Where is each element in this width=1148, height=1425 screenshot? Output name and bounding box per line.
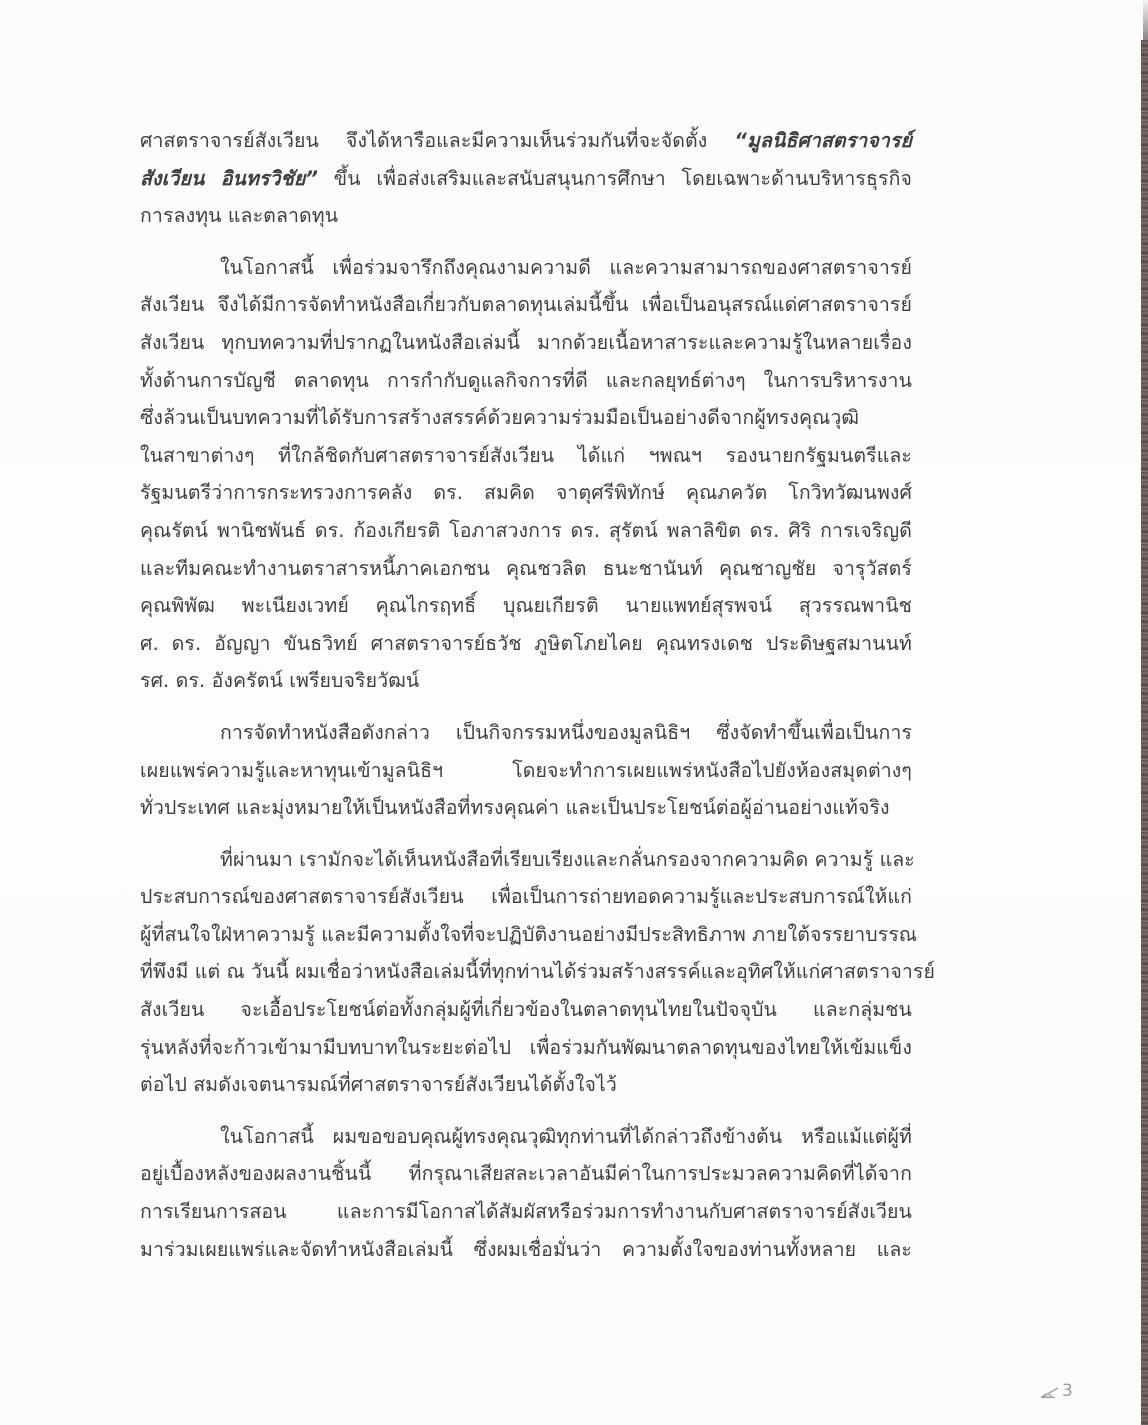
paragraph bbox=[140, 714, 912, 827]
text-segment: ในโอกาสนี้ ผมขอขอบคุณผู้ทรงคุณวุฒิทุกท่านที่ได้กล่าวถึงข้างต้น หรือแม้แต่ผู้ที่ bbox=[220, 1124, 912, 1148]
text-segment: และทีมคณะทำงานตราสารหนี้ภาคเอกชน คุณชวลิต ธนะชานันท์ คุณชาญชัย จารุวัสตร์ bbox=[140, 556, 912, 580]
text-line bbox=[140, 625, 912, 663]
text-segment: สังเวียน จะเอื้อประโยชน์ต่อทั้งกลุ่มผู้ที่เกี่ยวข้องในตลาดทุนไทยในปัจจุบัน และกลุ่มชน bbox=[140, 998, 912, 1022]
text-segment: อยู่เบื้องหลังของผลงานชิ้นนี้ ที่กรุณาเสียสละเวลาอันมีค่าในการประมวลความคิดที่ได้จาก bbox=[140, 1162, 912, 1186]
text-line bbox=[140, 362, 912, 400]
paragraph bbox=[140, 841, 936, 1104]
text-segment: รุ่นหลังที่จะก้าวเข้ามามีบทบาทในระยะต่อไป เพื่อร่วมกันพัฒนาตลาดทุนของไทยให้เข้มแข็ง bbox=[140, 1035, 912, 1059]
text-line bbox=[140, 878, 912, 916]
text-line bbox=[140, 752, 912, 790]
text-line bbox=[140, 789, 912, 827]
text-segment: รศ. ดร. อังครัตน์ เพรียบจริยวัฒน์ bbox=[140, 669, 420, 693]
text-line bbox=[140, 122, 912, 160]
text-segment: ทั้งด้านการบัญชี ตลาดทุน การกำกับดูแลกิจการที่ดี และกลยุทธ์ต่างๆ ในการบริหารงาน bbox=[140, 368, 912, 392]
text-segment: คุณพิพัฒ พะเนียงเวทย์ คุณไกรฤทธิ์ บุณยเกียรติ นายแพทย์สุรพจน์ สุวรรณพานิช bbox=[140, 594, 912, 618]
text-line bbox=[140, 512, 912, 550]
book-spine-edge bbox=[1141, 40, 1148, 1425]
text-line bbox=[140, 474, 912, 512]
text-segment: คุณรัตน์ พานิชพันธ์ ดร. ก้องเกียรติ โอภาสวงการ ดร. สุรัตน์ พลาลิขิต ดร. ศิริ การเจริญดี bbox=[140, 518, 912, 542]
text-line bbox=[140, 437, 912, 475]
text-segment: ต่อไป สมดังเจตนารมณ์ที่ศาสตราจารย์สังเวียนได้ตั้งใจไว้ bbox=[140, 1073, 617, 1097]
text-segment: การเรียนการสอน และการมีโอกาสได้สัมผัสหรือร่วมการทำงานกับศาสตราจารย์สังเวียน bbox=[140, 1200, 912, 1224]
foundation-name-emphasis: สังเวียน อินทรวิชัย” bbox=[140, 166, 319, 190]
text-segment: ประสบการณ์ของศาสตราจารย์สังเวียน เพื่อเป็นการถ่ายทอดความรู้และประสบการณ์ให้แก่ bbox=[140, 885, 912, 909]
page-number-text: 3 bbox=[1062, 1381, 1073, 1401]
text-line bbox=[140, 587, 912, 625]
text-line bbox=[140, 197, 912, 235]
text-line bbox=[140, 399, 912, 437]
text-segment: ซึ่งล้วนเป็นบทความที่ได้รับการสร้างสรรค์ด้วยความร่วมมือเป็นอย่างดีจากผู้ทรงคุณวุฒิ bbox=[140, 406, 860, 430]
text-line bbox=[140, 286, 912, 324]
text-line bbox=[140, 1155, 912, 1193]
text-segment: มาร่วมเผยแพร่และจัดทำหนังสือเล่มนี้ ซึ่งผมเชื่อมั่นว่า ความตั้งใจของท่านทั้งหลาย และ bbox=[140, 1237, 912, 1261]
text-line bbox=[140, 1118, 912, 1156]
text-segment: การลงทุน และตลาดทุน bbox=[140, 204, 339, 228]
text-segment: ที่ผ่านมา เรามักจะได้เห็นหนังสือที่เรียบเรียงและกลั่นกรองจากความคิด ความรู้ และ bbox=[220, 847, 915, 871]
document-body bbox=[140, 122, 936, 1282]
text-line bbox=[140, 916, 918, 954]
pen-icon bbox=[1040, 1384, 1060, 1398]
text-line bbox=[140, 1066, 912, 1104]
text-segment: ในโอกาสนี้ เพื่อร่วมจารึกถึงคุณงามความดี และความสามารถของศาสตราจารย์ bbox=[220, 255, 912, 279]
text-segment: ที่พึงมี แต่ ณ วันนี้ ผมเชื่อว่าหนังสือเล่มนี้ที่ทุกท่านได้ร่วมสร้างสรรค์และอุทิศให้แก่ศาสตราจารย์ bbox=[140, 960, 936, 984]
book-spine-edge-top bbox=[1143, 0, 1148, 40]
text-segment: สังเวียน ทุกบทความที่ปรากฏในหนังสือเล่มนี้ มากด้วยเนื้อหาสาระและความรู้ในหลายเรื่อง bbox=[140, 330, 912, 354]
page-number bbox=[1040, 1381, 1073, 1401]
text-line bbox=[140, 550, 912, 588]
text-segment: ผู้ที่สนใจใฝ่หาความรู้ และมีความตั้งใจที่จะปฏิบัติงานอย่างมีประสิทธิภาพ ภายใต้จรรยาบรรณ bbox=[140, 922, 918, 946]
foundation-name-emphasis: “มูลนิธิศาสตราจารย์ bbox=[734, 129, 912, 152]
text-line bbox=[140, 841, 915, 879]
text-segment: การจัดทำหนังสือดังกล่าว เป็นกิจกรรมหนึ่งของมูลนิธิฯ ซึ่งจัดทำขึ้นเพื่อเป็นการ bbox=[220, 720, 912, 744]
text-segment: ทั่วประเทศ และมุ่งหมายให้เป็นหนังสือที่ทรงคุณค่า และเป็นประโยชน์ต่อผู้อ่านอย่างแท้จริง bbox=[140, 796, 890, 820]
text-line bbox=[140, 160, 912, 198]
text-segment: สังเวียน จึงได้มีการจัดทำหนังสือเกี่ยวกับตลาดทุนเล่มนี้ขึ้น เพื่อเป็นอนุสรณ์แด่ศาสตราจารย์ bbox=[140, 293, 912, 317]
text-line bbox=[140, 953, 936, 991]
text-line bbox=[140, 1231, 912, 1269]
text-line bbox=[140, 324, 912, 362]
text-segment: ศาสตราจารย์สังเวียน จึงได้หารือและมีความเห็นร่วมกันที่จะจัดตั้ง bbox=[140, 129, 735, 152]
text-segment: ขึ้น เพื่อส่งเสริมและสนับสนุนการศึกษา โดยเฉพาะด้านบริหารธุรกิจ bbox=[318, 166, 913, 190]
text-line bbox=[140, 662, 912, 700]
text-line bbox=[140, 1193, 912, 1231]
text-line bbox=[140, 991, 912, 1029]
text-line bbox=[140, 1029, 912, 1067]
text-segment: ศ. ดร. อัญญา ขันธวิทย์ ศาสตราจารย์ธวัช ภูษิตโภยไคย คุณทรงเดช ประดิษฐสมานนท์ bbox=[140, 631, 912, 655]
paragraph bbox=[140, 122, 912, 235]
text-segment: ในสาขาต่างๆ ที่ใกล้ชิดกับศาสตราจารย์สังเวียน ได้แก่ ฯพณฯ รองนายกรัฐมนตรีและ bbox=[140, 443, 912, 467]
text-line bbox=[140, 249, 912, 287]
paragraph bbox=[140, 249, 912, 700]
text-segment: รัฐมนตรีว่าการกระทรวงการคลัง ดร. สมคิด จาตุศรีพิทักษ์ คุณภควัต โกวิทวัฒนพงศ์ bbox=[140, 481, 912, 505]
text-line bbox=[140, 714, 912, 752]
text-segment: เผยแพร่ความรู้และหาทุนเข้ามูลนิธิฯ โดยจะทำการเผยแพร่หนังสือไปยังห้องสมุดต่างๆ bbox=[140, 758, 912, 782]
paragraph bbox=[140, 1118, 912, 1268]
